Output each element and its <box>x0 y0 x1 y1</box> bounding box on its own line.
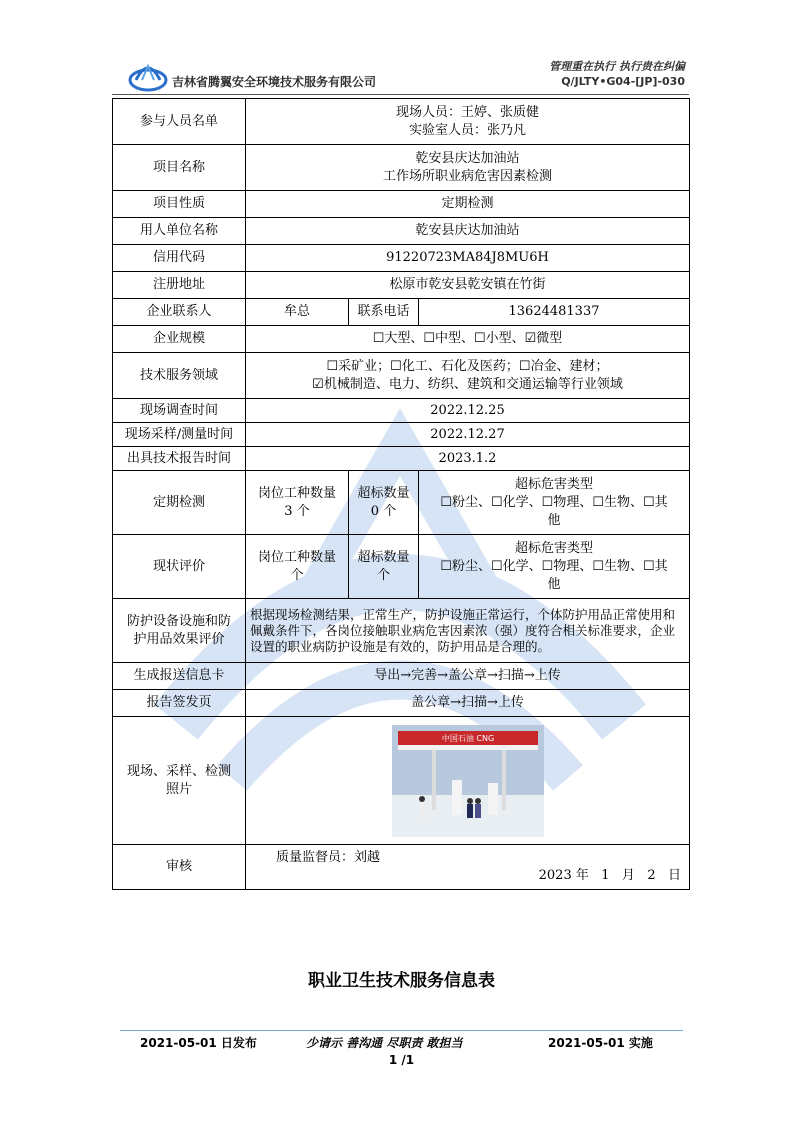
status-hazard-line2: 他 <box>547 576 561 592</box>
periodic-exceed-value: 0 个 <box>370 503 397 519</box>
review-date: 2023 年 1 月 2 日 <box>538 868 681 883</box>
status-exceed <box>349 535 419 599</box>
project-name-line1: 乾安县庆达加油站 <box>415 150 520 166</box>
value-review <box>246 845 690 890</box>
row-status <box>113 535 690 599</box>
status-exceed-label: 超标数量 <box>357 549 410 565</box>
label-credit-code: 信用代码 <box>113 245 246 272</box>
status-exceed-value: 个 <box>376 567 390 583</box>
label-phone <box>349 299 419 326</box>
phone-label-text: 联系电话 <box>357 304 410 319</box>
label-review: 审核 <box>113 845 246 890</box>
value-sampling-time: 2022.12.27 <box>246 423 690 447</box>
label-sampling-time: 现场采样/测量时间 <box>113 423 246 447</box>
row-protection <box>113 599 690 663</box>
row-survey-time <box>113 399 690 423</box>
row-project-nature <box>113 191 690 218</box>
page-number: 1 /1 <box>388 1053 415 1067</box>
status-post-value: 个 <box>290 567 304 583</box>
value-info-card: 导出→完善→盖公章→扫描→上传 <box>246 663 690 690</box>
value-photos <box>246 717 690 845</box>
status-hazard-line1: ☐粉尘、☐化学、☐物理、☐生物、☐其 <box>440 558 668 574</box>
footer-divider <box>120 1030 683 1031</box>
site-photo <box>392 725 544 837</box>
value-protection: 根据现场检测结果，正常生产，防护设施正常运行，个体防护用品正常使用和佩戴条件下，各岗位接触职业病危害因素浓（强）度符合相关标准要求，企业设置的职业病防护设施是有效的，防护用品是合理的。 <box>246 599 690 663</box>
canopy-sign-text: 中国石油 CNG <box>441 733 494 743</box>
value-address: 松原市乾安县乾安镇在竹街 <box>246 272 690 299</box>
review-supervisor: 质量监督员：刘越 <box>276 850 381 865</box>
row-sampling-time <box>113 423 690 447</box>
participants-lab: 实验室人员：张乃凡 <box>408 122 526 138</box>
periodic-post <box>246 471 349 535</box>
label-report-issue: 报告签发页 <box>113 690 246 717</box>
company-logo-icon <box>128 56 168 92</box>
label-report-time: 出具技术报告时间 <box>113 447 246 471</box>
row-employer <box>113 218 690 245</box>
form-title: 职业卫生技术服务信息表 <box>308 971 495 991</box>
value-participants <box>246 99 690 145</box>
periodic-hazard-title: 超标危害类型 <box>514 476 593 492</box>
row-project-name <box>113 145 690 191</box>
footer-effective: 2021-05-01 实施 <box>548 1036 653 1050</box>
label-address: 注册地址 <box>113 272 246 299</box>
header-divider <box>112 94 689 95</box>
participants-field: 现场人员：王婷、张质健 <box>395 104 539 120</box>
row-field <box>113 353 690 399</box>
row-address <box>113 272 690 299</box>
footer-motto: 少请示 善沟通 尽职责 敢担当 <box>306 1036 463 1050</box>
label-status: 现状评价 <box>113 535 246 599</box>
periodic-post-value: 3 个 <box>284 503 310 519</box>
status-post <box>246 535 349 599</box>
document-number: Q/JLTY•G04-[JP]-030 <box>561 75 685 88</box>
label-scale: 企业规模 <box>113 326 246 353</box>
status-hazard <box>419 535 690 599</box>
label-field: 技术服务领域 <box>113 353 246 399</box>
status-hazard-title: 超标危害类型 <box>514 540 593 556</box>
row-credit-code <box>113 245 690 272</box>
project-name-line2: 工作场所职业病危害因素检测 <box>382 168 552 184</box>
label-contact: 企业联系人 <box>113 299 246 326</box>
value-report-time: 2023.1.2 <box>246 447 690 471</box>
value-project-name <box>246 145 690 191</box>
label-protection <box>113 599 246 663</box>
label-employer: 用人单位名称 <box>113 218 246 245</box>
row-contact <box>113 299 690 326</box>
info-table <box>112 98 690 890</box>
label-project-nature: 项目性质 <box>113 191 246 218</box>
footer-issued: 2021-05-01 日发布 <box>140 1036 257 1050</box>
row-report-time <box>113 447 690 471</box>
periodic-exceed <box>349 471 419 535</box>
periodic-exceed-label: 超标数量 <box>357 485 410 501</box>
value-employer: 乾安县庆达加油站 <box>246 218 690 245</box>
label-survey-time: 现场调查时间 <box>113 399 246 423</box>
row-info-card <box>113 663 690 690</box>
label-project-name: 项目名称 <box>113 145 246 191</box>
value-report-issue: 盖公章→扫描→上传 <box>246 690 690 717</box>
company-name: 吉林省腾翼安全环境技术服务有限公司 <box>172 75 377 89</box>
row-review <box>113 845 690 890</box>
page-header <box>0 0 803 100</box>
field-line1: ☐采矿业；☐化工、石化及医药；☐冶金、建材； <box>326 358 609 374</box>
protection-label-line1: 防护设备设施和防 <box>126 613 231 629</box>
label-info-card: 生成报送信息卡 <box>113 663 246 690</box>
label-photos <box>113 717 246 845</box>
photos-label-line1: 现场、采样、检测 <box>126 763 231 779</box>
value-survey-time: 2022.12.25 <box>246 399 690 423</box>
header-slogan: 管理重在执行 执行贵在纠偏 <box>549 60 685 73</box>
field-line2: ☑机械制造、电力、纺织、建筑和交通运输等行业领域 <box>312 376 623 392</box>
value-field <box>246 353 690 399</box>
periodic-hazard-line2: 他 <box>547 512 561 528</box>
periodic-hazard <box>419 471 690 535</box>
status-post-label: 岗位工种数量 <box>257 549 336 565</box>
periodic-hazard-line1: ☐粉尘、☐化学、☐物理、☐生物、☐其 <box>440 494 668 510</box>
row-report-issue <box>113 690 690 717</box>
periodic-post-label: 岗位工种数量 <box>257 485 336 501</box>
value-credit-code: 91220723MA84J8MU6H <box>246 245 690 272</box>
value-scale: ☐大型、☐中型、☐小型、☑微型 <box>246 326 690 353</box>
label-periodic: 定期检测 <box>113 471 246 535</box>
row-scale <box>113 326 690 353</box>
value-phone: 13624481337 <box>419 299 690 326</box>
photos-label-line2: 照片 <box>165 781 192 797</box>
row-photos <box>113 717 690 845</box>
value-contact: 牟总 <box>246 299 349 326</box>
row-periodic <box>113 471 690 535</box>
label-participants: 参与人员名单 <box>113 99 246 145</box>
row-participants <box>113 99 690 145</box>
protection-label-line2: 护用品效果评价 <box>133 631 225 647</box>
value-project-nature: 定期检测 <box>246 191 690 218</box>
